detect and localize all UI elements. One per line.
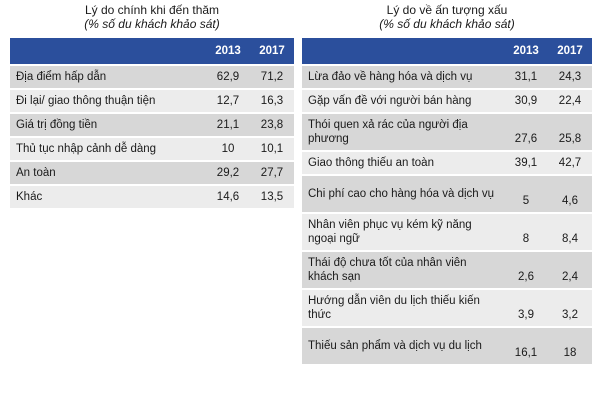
value-2017: 3,2 [548,288,592,326]
value-2013: 39,1 [504,150,548,174]
value-2017: 22,4 [548,88,592,112]
visit-reasons-caption [10,0,294,38]
row-label: Thiếu sản phẩm và dịch vụ du lịch [302,326,504,364]
header-2013: 2013 [206,38,250,64]
row-label: Đi lại/ giao thông thuận tiện [10,88,206,112]
table-header-row [302,38,592,64]
value-2017: 23,8 [250,112,294,136]
row-label: Khác [10,184,206,208]
table-row [302,212,592,250]
row-label: Lừa đảo về hàng hóa và dịch vụ [302,64,504,88]
value-2013: 5 [504,174,548,212]
value-2017: 10,1 [250,136,294,160]
header-2017: 2017 [548,38,592,64]
row-label: Giao thông thiếu an toàn [302,150,504,174]
row-label: Thói quen xả rác của người địa phương [302,112,504,150]
row-label: Chi phí cao cho hàng hóa và dịch vụ [302,174,504,212]
value-2013: 31,1 [504,64,548,88]
value-2017: 71,2 [250,64,294,88]
visit-reasons-subtitle: (% số du khách khảo sát) [84,17,220,31]
value-2017: 4,6 [548,174,592,212]
row-label: Địa điểm hấp dẫn [10,64,206,88]
header-label [10,38,206,64]
table-row [302,64,592,88]
row-label: Thái độ chưa tốt của nhân viên khách sạn [302,250,504,288]
row-label: Gặp vấn đề với người bán hàng [302,88,504,112]
header-label [302,38,504,64]
value-2013: 30,9 [504,88,548,112]
value-2017: 13,5 [250,184,294,208]
visit-reasons-title: Lý do chính khi đến thăm [84,3,220,17]
bad-impression-panel [302,0,592,364]
bad-impression-title: Lý do về ấn tượng xấu [386,3,508,17]
table-row [10,88,294,112]
header-2013: 2013 [504,38,548,64]
value-2013: 3,9 [504,288,548,326]
table-row [10,184,294,208]
value-2013: 16,1 [504,326,548,364]
value-2013: 12,7 [206,88,250,112]
row-label: Hướng dẫn viên du lịch thiếu kiến thức [302,288,504,326]
value-2017: 25,8 [548,112,592,150]
table-row [10,64,294,88]
table-row [302,174,592,212]
table-row [10,160,294,184]
value-2013: 27,6 [504,112,548,150]
value-2017: 2,4 [548,250,592,288]
visit-reasons-table [10,38,294,208]
table-row [10,136,294,160]
value-2017: 18 [548,326,592,364]
table-row [302,88,592,112]
value-2017: 42,7 [548,150,592,174]
row-label: Giá trị đồng tiền [10,112,206,136]
bad-impression-subtitle: (% số du khách khảo sát) [379,17,515,31]
bad-impression-caption [302,0,592,38]
bad-impression-table [302,38,592,364]
row-label: Nhân viên phục vụ kém kỹ năng ngoại ngữ [302,212,504,250]
value-2013: 62,9 [206,64,250,88]
value-2017: 24,3 [548,64,592,88]
visit-reasons-panel [10,0,294,208]
header-2017: 2017 [250,38,294,64]
table-row [10,112,294,136]
value-2013: 21,1 [206,112,250,136]
table-header-row [10,38,294,64]
value-2017: 16,3 [250,88,294,112]
table-row [302,150,592,174]
table-row [302,250,592,288]
value-2013: 14,6 [206,184,250,208]
value-2013: 2,6 [504,250,548,288]
table-row [302,288,592,326]
row-label: An toàn [10,160,206,184]
table-row [302,112,592,150]
value-2017: 27,7 [250,160,294,184]
value-2013: 29,2 [206,160,250,184]
row-label: Thủ tục nhập cảnh dễ dàng [10,136,206,160]
value-2017: 8,4 [548,212,592,250]
value-2013: 10 [206,136,250,160]
table-row [302,326,592,364]
value-2013: 8 [504,212,548,250]
